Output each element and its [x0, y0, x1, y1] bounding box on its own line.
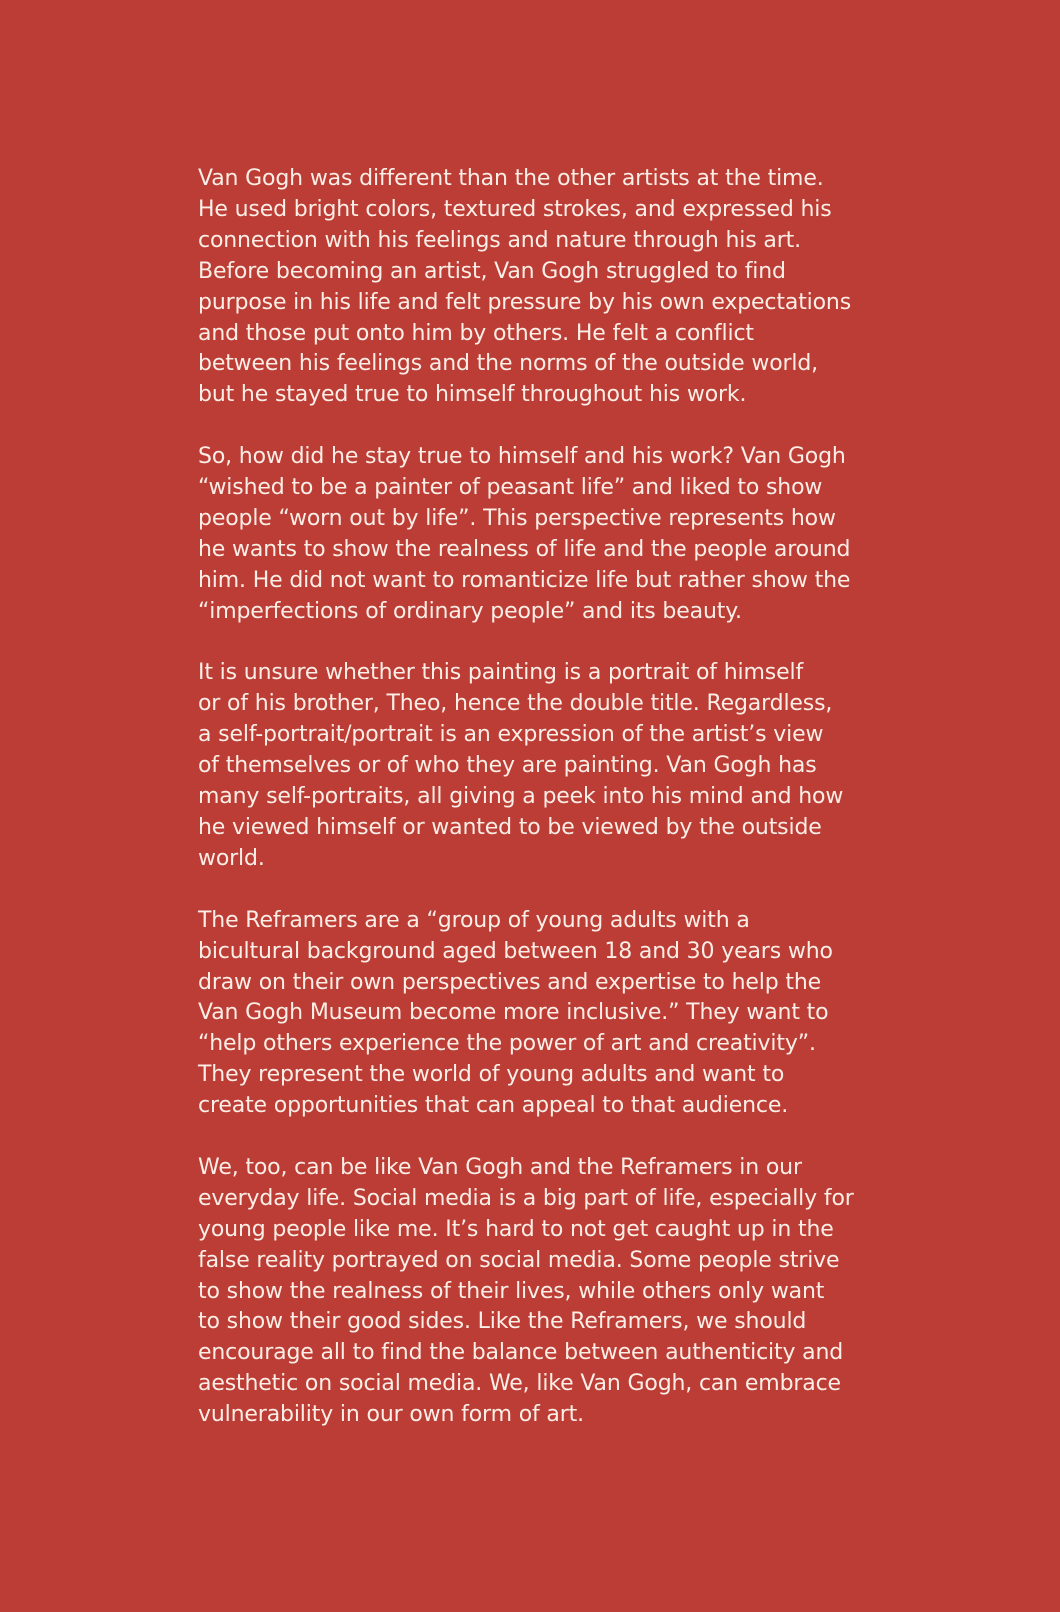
paragraph-portrait-title: It is unsure whether this painting is a portrait of himself or of his brother, Theo, hence the double title. Regardless, a self-portrait/portrait is an expression of the artist’s view of themselves or of who they are painting. Van Gogh has many self-portraits, all giving a peek into his mind and how he viewed himself or wanted to be viewed by the outside world.	[198, 660, 844, 871]
paragraph-stay-true: So, how did he stay true to himself and his work? Van Gogh “wished to be a painter of peasant life” and liked to show people “worn out by life”. This perspective represents how he wants to show the realness of life and the people around him. He did not want to romanticize life but rather show the “imperfections of ordinary people” and its beauty.	[198, 444, 851, 624]
paragraph-van-gogh-different: Van Gogh was different than the other artists at the time. He used bright colors, textured strokes, and expressed his connection with his feelings and nature through his art. Before becoming an artist, Van Gogh struggled to find purpose in his life and felt pressure by his own expectations and those put onto him by others. He felt a conflict between his feelings and the norms of the outside world, but he stayed true to himself throughout his work.	[198, 166, 852, 408]
article-body	[198, 164, 878, 1431]
paragraph-reframers: The Reframers are a “group of young adults with a bicultural background aged between 18 and 30 years who draw on their own perspectives and expertise to help the Van Gogh Museum become more inclusive.” They want to “help others experience the power of art and creativity”. They represent the world of young adults and want to create opportunities that can appeal to that audience.	[198, 907, 833, 1119]
paragraph-social-media: We, too, can be like Van Gogh and the Reframers in our everyday life. Social media is a big part of life, especially for young people like me. It’s hard to not get caught up in the false reality portrayed on social media. Some people strive to show the realness of their lives, while others only want to show their good sides. Like the Reframers, we should encourage all to find the balance between authenticity and aesthetic on social media. We, like Van Gogh, can embrace vulnerability in our own form of art.	[198, 1154, 854, 1428]
